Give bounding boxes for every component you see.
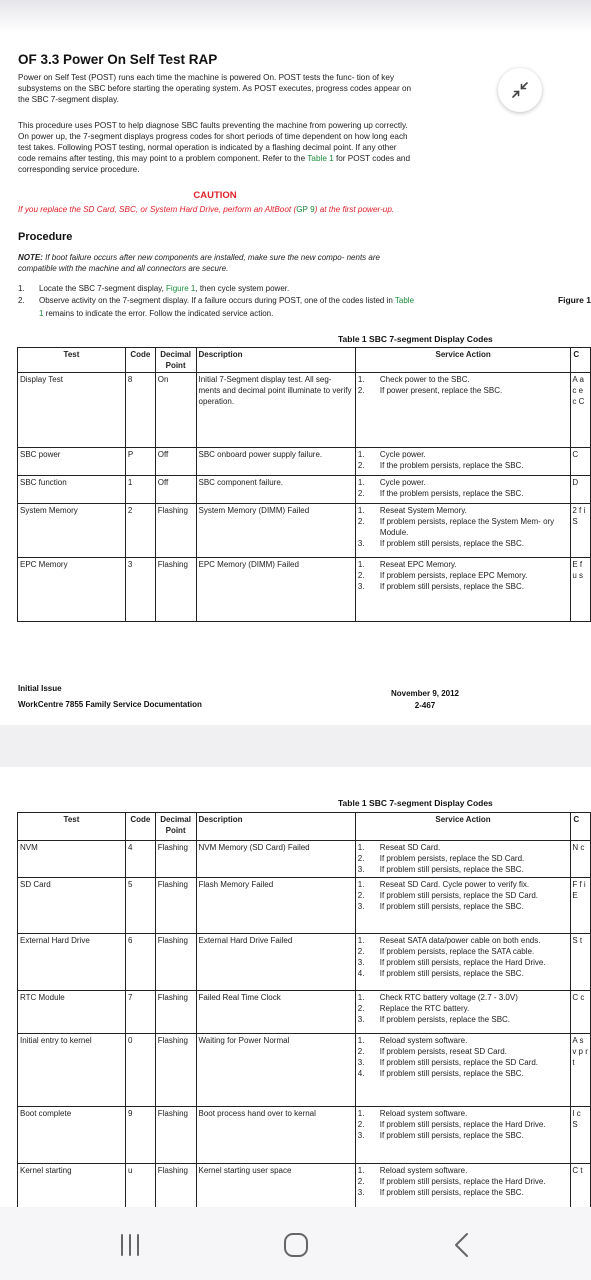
cell-test: SBC function xyxy=(18,476,126,504)
action-step xyxy=(358,538,568,549)
action-step xyxy=(358,581,568,592)
cell-code: u xyxy=(125,1164,155,1208)
cell-service-action xyxy=(355,373,570,448)
action-step-number: 2. xyxy=(357,489,365,498)
action-step-text: If problem still persists, replace the SBC. xyxy=(379,1131,524,1140)
header-service-action: Service Action xyxy=(355,348,570,373)
action-step xyxy=(358,946,569,957)
action-step-number: 4. xyxy=(357,1069,365,1078)
action-step xyxy=(358,1187,569,1198)
action-step-text: If problem still persists, replace the SBC. xyxy=(379,539,524,548)
table-row xyxy=(18,504,591,558)
action-step xyxy=(358,559,568,570)
step-1-text: Locate the SBC 7-segment display, xyxy=(39,284,167,293)
action-step xyxy=(358,935,569,946)
action-step xyxy=(358,374,568,385)
cell-test: SD Card xyxy=(18,878,126,934)
action-step-number: 2. xyxy=(357,947,365,956)
cell-decimal-point: Off xyxy=(155,448,196,476)
cell-decimal-point: Flashing xyxy=(155,934,196,991)
footer-date-page xyxy=(380,688,470,712)
cell-service-action xyxy=(355,558,570,622)
action-step-number: 1. xyxy=(357,478,365,487)
action-step-number: 2. xyxy=(357,1177,365,1186)
cell-cut-off: D xyxy=(571,476,591,504)
action-step-text: If problem still persists, replace the SBC. xyxy=(379,902,524,911)
header-description: Description xyxy=(196,813,355,841)
cell-decimal-point: Flashing xyxy=(155,1034,196,1107)
cell-description: EPC Memory (DIMM) Failed xyxy=(196,558,355,622)
table-header-row xyxy=(18,348,591,373)
cell-code: 7 xyxy=(125,991,155,1034)
cell-cut-off: N c xyxy=(571,841,591,878)
table-title: Table 1 SBC 7-segment Display Codes xyxy=(338,334,493,344)
action-step-text: Reseat SD Card. Cycle power to verify fix. xyxy=(379,880,530,889)
collapse-arrows-icon xyxy=(511,81,529,99)
action-step-number: 1. xyxy=(357,450,365,459)
action-step-text: If problem still persists, replace the SD Card. xyxy=(379,1058,539,1067)
action-step xyxy=(358,1035,569,1046)
action-step-text: Reseat SATA data/power cable on both ends. xyxy=(379,936,541,945)
cell-code: 8 xyxy=(125,373,155,448)
table-1-link[interactable]: Table 1 xyxy=(39,296,415,318)
cell-description: NVM Memory (SD Card) Failed xyxy=(196,841,355,878)
action-step-number: 1. xyxy=(357,993,365,1002)
cell-service-action xyxy=(355,934,571,991)
cell-service-action xyxy=(355,991,571,1034)
cell-cut-off: C c xyxy=(571,991,591,1034)
table-2-body xyxy=(18,841,591,1208)
action-step-text: Reload system software. xyxy=(379,1166,468,1175)
action-step-text: If problem still persists, replace the SBC. xyxy=(379,1188,524,1197)
procedure-steps xyxy=(18,283,416,320)
action-step-number: 2. xyxy=(357,461,365,470)
action-step-number: 3. xyxy=(357,582,365,591)
header-description: Description xyxy=(196,348,355,373)
action-step-text: Replace the RTC battery. xyxy=(379,1004,470,1013)
step-1-text-end: , then cycle system power. xyxy=(195,284,290,293)
cell-code: 2 xyxy=(125,504,155,558)
action-step-text: Check power to the SBC. xyxy=(379,375,470,384)
caution-text-end: ) at the first power-up. xyxy=(314,205,395,214)
note-text: If boot failure occurs after new components are installed, make sure the new compo- nents are compatible with the machine and all connectors are secure. xyxy=(18,253,380,273)
gp9-link[interactable]: GP 9 xyxy=(296,205,315,214)
table-row xyxy=(18,476,591,504)
action-step-text: If problem still persists, replace the Hard Drive. xyxy=(379,1177,546,1186)
cell-cut-off: I c S xyxy=(571,1107,591,1164)
action-step-text: Cycle power. xyxy=(379,478,426,487)
cell-code: 0 xyxy=(125,1034,155,1107)
action-step-number: 3. xyxy=(357,902,365,911)
action-step xyxy=(358,1130,569,1141)
step-number: 1. xyxy=(18,284,25,293)
cell-service-action xyxy=(355,878,571,934)
action-step xyxy=(358,449,568,460)
action-step-text: Cycle power. xyxy=(379,450,426,459)
action-step-number: 3. xyxy=(357,1015,365,1024)
action-step-text: Reseat EPC Memory. xyxy=(379,560,457,569)
action-step-text: Check RTC battery voltage (2.7 - 3.0V) xyxy=(379,993,518,1002)
action-step-text: If problem persists, replace EPC Memory. xyxy=(379,571,528,580)
action-step-text: Reseat System Memory. xyxy=(379,506,467,515)
action-step xyxy=(358,570,568,581)
cell-decimal-point: Flashing xyxy=(155,991,196,1034)
action-step xyxy=(358,992,569,1003)
figure-1-link[interactable]: Figure 1 xyxy=(166,284,196,293)
action-step-number: 2. xyxy=(357,571,365,580)
cell-service-action xyxy=(355,841,571,878)
cell-code: 1 xyxy=(125,476,155,504)
action-step-number: 1. xyxy=(357,880,365,889)
cell-test: Initial entry to kernel xyxy=(18,1034,126,1107)
action-step xyxy=(358,1068,569,1079)
document-page-2 xyxy=(0,767,591,1207)
action-step xyxy=(358,1108,569,1119)
cell-service-action xyxy=(355,448,570,476)
caution-text-start: If you replace the SD Card, SBC, or System Hard Drive, perform an AltBoot ( xyxy=(18,205,297,214)
table-1-link[interactable]: Table 1 xyxy=(307,153,334,163)
action-step-text: If problem persists, replace the System Mem- ory Module. xyxy=(379,517,555,537)
action-step-text: If problem persists, replace the SD Card. xyxy=(379,854,525,863)
action-step-number: 1. xyxy=(357,375,365,384)
cell-decimal-point: Flashing xyxy=(155,841,196,878)
action-step-number: 1. xyxy=(357,506,365,515)
cell-decimal-point: Flashing xyxy=(155,1164,196,1208)
cell-cut-off: 2 f i S xyxy=(571,504,591,558)
cell-description: Kernel starting user space xyxy=(196,1164,355,1208)
cell-code: P xyxy=(125,448,155,476)
table-row xyxy=(18,558,591,622)
action-step xyxy=(358,1119,569,1130)
back-icon xyxy=(452,1231,472,1259)
cell-test: SBC power xyxy=(18,448,126,476)
header-test: Test xyxy=(18,813,126,841)
table-row xyxy=(18,991,591,1034)
table-row xyxy=(18,1107,591,1164)
action-step-text: Reload system software. xyxy=(379,1109,468,1118)
header-code: Code xyxy=(125,813,155,841)
intro-text-end: for POST codes and corresponding service procedure. xyxy=(18,153,411,174)
cell-decimal-point: Flashing xyxy=(155,878,196,934)
cell-cut-off: A a c e c C xyxy=(571,373,591,448)
cell-code: 3 xyxy=(125,558,155,622)
cell-description: External Hard Drive Failed xyxy=(196,934,355,991)
top-shadow xyxy=(0,0,591,34)
action-step-number: 2. xyxy=(357,386,365,395)
home-icon xyxy=(282,1231,310,1259)
table-row xyxy=(18,878,591,934)
action-step-text: If power present, replace the SBC. xyxy=(379,386,503,395)
cell-description: SBC onboard power supply failure. xyxy=(196,448,355,476)
cell-service-action xyxy=(355,476,570,504)
action-step-number: 2. xyxy=(357,1047,365,1056)
cell-cut-off: S t xyxy=(571,934,591,991)
action-step-number: 2. xyxy=(357,1004,365,1013)
footer-date: November 9, 2012 xyxy=(390,689,460,698)
intro-paragraph-2 xyxy=(18,121,414,176)
action-step xyxy=(358,864,569,875)
recent-apps-button[interactable] xyxy=(105,1227,155,1263)
action-step-text: If problem still persists, replace the Hard Drive. xyxy=(379,958,546,967)
action-step xyxy=(358,1165,569,1176)
action-step xyxy=(358,853,569,864)
action-step-text: Reseat SD Card. xyxy=(379,843,441,852)
cell-decimal-point: Off xyxy=(155,476,196,504)
display-codes-table-2 xyxy=(17,812,591,1207)
action-step-number: 1. xyxy=(357,936,365,945)
cell-cut-off: C xyxy=(571,448,591,476)
note-label: NOTE: xyxy=(18,253,43,262)
cell-description: System Memory (DIMM) Failed xyxy=(196,504,355,558)
action-step-number: 3. xyxy=(357,1131,365,1140)
cell-test: EPC Memory xyxy=(18,558,126,622)
action-step xyxy=(358,890,569,901)
action-step-number: 2. xyxy=(357,1120,365,1129)
action-step xyxy=(358,460,568,471)
table-row xyxy=(18,934,591,991)
table-row xyxy=(18,373,591,448)
cell-cut-off: A s v p r t xyxy=(571,1034,591,1107)
page-title: OF 3.3 Power On Self Test RAP xyxy=(18,52,218,67)
cell-cut-off: F f i E xyxy=(571,878,591,934)
intro-text: This procedure uses POST to help diagnose SBC faults preventing the machine from powering up correctly. On power up, the 7-segment displays progress codes for short periods of time dependent on how long each test takes. Following POST testing, normal operation is indicated by a flashing decimal point. If any other code remains after testing, this may point to a problem component. Refer to the xyxy=(18,121,408,163)
footer-issue: Initial Issue xyxy=(18,684,62,693)
cell-test: External Hard Drive xyxy=(18,934,126,991)
header-code: Code xyxy=(125,348,155,373)
action-step xyxy=(358,842,569,853)
table-title: Table 1 SBC 7-segment Display Codes xyxy=(338,798,493,808)
caution-title: CAUTION xyxy=(193,190,237,201)
action-step xyxy=(358,1046,569,1057)
system-nav-bar xyxy=(0,1207,591,1280)
action-step xyxy=(358,1057,569,1068)
action-step-text: If problem still persists, replace the SBC. xyxy=(379,969,524,978)
cell-description: Flash Memory Failed xyxy=(196,878,355,934)
action-step xyxy=(358,1003,569,1014)
action-step xyxy=(358,879,569,890)
action-step-text: If problem still persists, replace the SBC. xyxy=(379,1069,524,1078)
action-step-text: If problem persists, replace the SATA cable. xyxy=(379,947,535,956)
cell-test: RTC Module xyxy=(18,991,126,1034)
header-cut-off: C xyxy=(571,813,591,841)
intro-paragraph-1: Power on Self Test (POST) runs each time the machine is powered On. POST tests the func- tion of key subsystems on the SBC before starting the operating system. As POST executes, progress codes appear on the SBC 7-segment display. xyxy=(18,73,412,104)
cell-code: 9 xyxy=(125,1107,155,1164)
action-step-number: 3. xyxy=(357,539,365,548)
action-step xyxy=(358,1176,569,1187)
table-row xyxy=(18,1164,591,1208)
cell-decimal-point: Flashing xyxy=(155,1107,196,1164)
procedure-note xyxy=(18,253,416,274)
action-step-text: If problem persists, reseat SD Card. xyxy=(379,1047,507,1056)
action-step-text: Reload system software. xyxy=(379,1036,468,1045)
action-step-text: If the problem persists, replace the SBC. xyxy=(379,489,524,498)
header-cut-off: C xyxy=(571,348,591,373)
cell-cut-off: E f u s xyxy=(571,558,591,622)
action-step-number: 4. xyxy=(357,969,365,978)
action-step xyxy=(358,385,568,396)
step-number: 2. xyxy=(18,296,25,305)
action-step-number: 3. xyxy=(357,1188,365,1197)
action-step-text: If problem still persists, replace the SBC. xyxy=(379,865,524,874)
home-button[interactable] xyxy=(271,1227,321,1263)
table-1-body xyxy=(18,373,591,622)
cell-test: Boot complete xyxy=(18,1107,126,1164)
back-button[interactable] xyxy=(437,1227,487,1263)
action-step xyxy=(358,957,569,968)
cell-test: System Memory xyxy=(18,504,126,558)
cell-decimal-point: Flashing xyxy=(155,504,196,558)
table-header-row xyxy=(18,813,591,841)
cell-code: 5 xyxy=(125,878,155,934)
action-step xyxy=(358,516,568,538)
footer-page-number: 2-467 xyxy=(414,701,436,710)
action-step-number: 2. xyxy=(357,517,365,526)
step-2-text-end: remains to indicate the error. Follow the indicated service action. xyxy=(43,308,274,318)
cell-cut-off: C t xyxy=(571,1164,591,1208)
action-step xyxy=(358,968,569,979)
step-1 xyxy=(18,283,416,295)
cell-description: Initial 7-Segment display test. All seg- ments and decimal point illuminate to verify operation. xyxy=(196,373,355,448)
action-step-number: 2. xyxy=(357,854,365,863)
procedure-heading: Procedure xyxy=(18,231,73,243)
cell-test: NVM xyxy=(18,841,126,878)
action-step-number: 1. xyxy=(357,843,365,852)
cell-decimal-point: Flashing xyxy=(155,558,196,622)
step-text xyxy=(39,295,416,320)
action-step xyxy=(358,477,568,488)
action-step-number: 3. xyxy=(357,865,365,874)
cell-code: 6 xyxy=(125,934,155,991)
cell-service-action xyxy=(355,504,570,558)
footer-document-name: WorkCentre 7855 Family Service Documentation xyxy=(18,700,202,709)
action-step-number: 1. xyxy=(357,560,365,569)
cell-service-action xyxy=(355,1034,571,1107)
action-step-text: If problem persists, replace the SBC. xyxy=(379,1015,511,1024)
step-2-text: Observe activity on the 7-segment display. If a failure occurs during POST, one of the codes listed in xyxy=(39,296,395,305)
cell-description: Waiting for Power Normal xyxy=(196,1034,355,1107)
header-decimal-point: Decimal Point xyxy=(155,348,196,373)
action-step-number: 2. xyxy=(357,891,365,900)
collapse-button[interactable] xyxy=(498,68,542,112)
action-step-number: 1. xyxy=(357,1036,365,1045)
action-step xyxy=(358,505,568,516)
action-step xyxy=(358,901,569,912)
action-step xyxy=(358,1014,569,1025)
figure-label: Figure 1 xyxy=(557,295,591,305)
action-step-text: If problem still persists, replace the SD Card. xyxy=(379,891,539,900)
cell-description: Failed Real Time Clock xyxy=(196,991,355,1034)
action-step-text: If problem still persists, replace the Hard Drive. xyxy=(379,1120,546,1129)
step-2 xyxy=(18,295,416,320)
action-step-number: 1. xyxy=(357,1166,365,1175)
caution-text xyxy=(18,205,418,216)
action-step-text: If the problem persists, replace the SBC. xyxy=(379,461,524,470)
cell-test: Kernel starting xyxy=(18,1164,126,1208)
action-step-text: If problem still persists, replace the SBC. xyxy=(379,582,524,591)
cell-description: SBC component failure. xyxy=(196,476,355,504)
action-step xyxy=(358,488,568,499)
header-decimal-point: Decimal Point xyxy=(155,813,196,841)
cell-description: Boot process hand over to kernal xyxy=(196,1107,355,1164)
cell-test: Display Test xyxy=(18,373,126,448)
action-step-number: 3. xyxy=(357,1058,365,1067)
header-test: Test xyxy=(18,348,126,373)
step-text xyxy=(39,283,416,295)
cell-service-action xyxy=(355,1107,571,1164)
action-step-number: 3. xyxy=(357,958,365,967)
cell-code: 4 xyxy=(125,841,155,878)
table-row xyxy=(18,841,591,878)
header-service-action: Service Action xyxy=(355,813,571,841)
table-row xyxy=(18,1034,591,1107)
cell-service-action xyxy=(355,1164,571,1208)
action-step-number: 1. xyxy=(357,1109,365,1118)
table-row xyxy=(18,448,591,476)
display-codes-table-1 xyxy=(17,347,591,622)
recent-apps-icon xyxy=(117,1233,143,1257)
cell-decimal-point: On xyxy=(155,373,196,448)
